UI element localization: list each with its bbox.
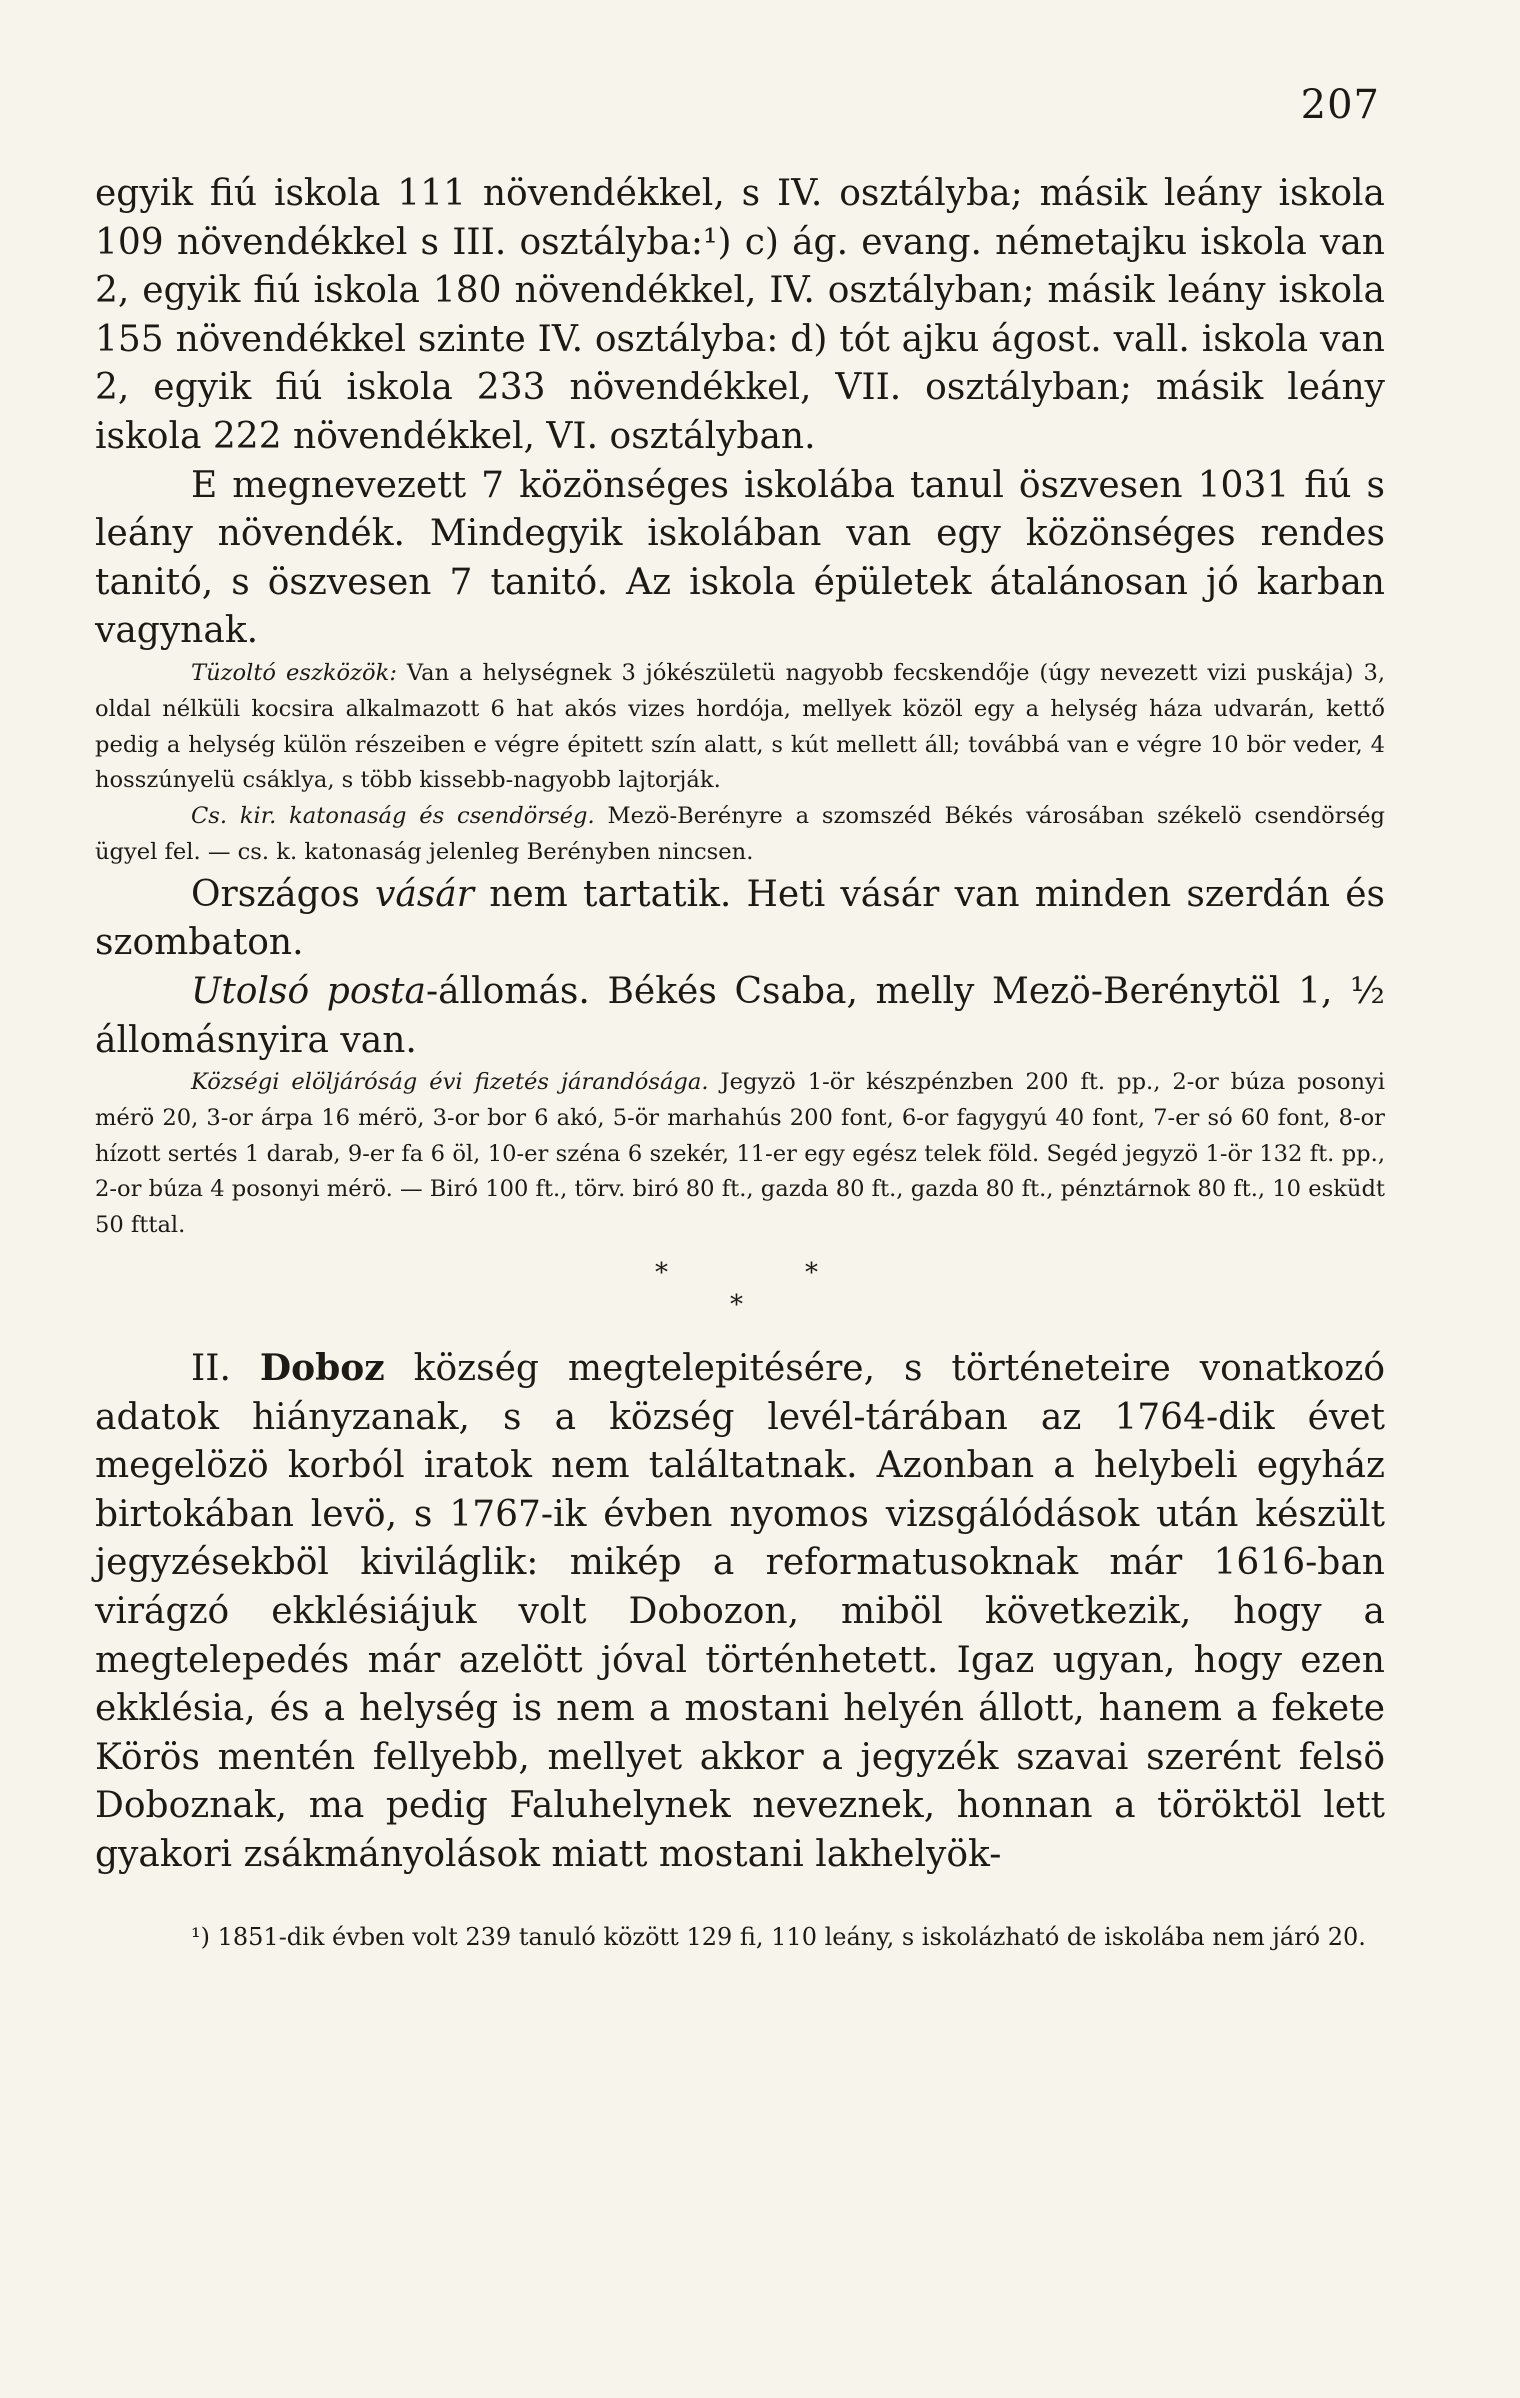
section-divider-stars [95, 1248, 1385, 1334]
salaries-label: Községi elöljáróság évi fizetés járandósága. [191, 1069, 709, 1096]
paragraph-market [95, 871, 1385, 968]
star-left: * [655, 1258, 668, 1289]
fire-equipment-text: Van a helységnek 3 jókészületü nagyobb fecskendője (úgy nevezett vizi puskája) 3, oldal nélküli kocsira alkalmazott 6 hat akós vizes hordója, mellyek közöl egy a helység háza udvarán, kettő pedig a helység külön részeiben e végre épitett szín alatt, s kút mellett áll; továbbá van e végre 10 bör veder, 4 hosszúnyelü csáklya, s több kissebb-nagyobb lajtorják. [95, 659, 1385, 794]
post-emphasis: Utolsó posta [191, 970, 426, 1012]
main-text [95, 170, 1385, 1954]
military-label: Cs. kir. katonaság és csendörség. [191, 803, 595, 830]
military-text: Mezö-Berényre a szomszéd Békés városában székelö csendörség ügyel fel. — cs. k. katonaság jelenleg Berényben nincsen. [95, 803, 1385, 865]
doboz-name: Doboz [259, 1347, 385, 1390]
doboz-text: község megtelepitésére, s történeteire vonatkozó adatok hiányzanak, s a község levél-tárában az 1764-dik évet megelözö korból iratok nem találtatnak. Azonban a helybeli egyház birtokában levö, s 1767-ik évben nyomos vizsgálódások után készült jegyzésekböl kiviláglik: mikép a reformatusoknak már 1616-ban virágzó ekklésiájuk volt Dobozon, miböl következik, hogy a megtelepedés már azelött jóval történhetett. Igaz ugyan, hogy ezen ekklésia, és a helység is nem a mostani helyén állott, hanem a fekete Körös mentén fellyebb, mellyet akkor a jegyzék szavai szerént felsö Doboznak, ma pedig Faluhelynek neveznek, honnan a töröktöl lett gyakori zsákmányolások miatt mostani lakhelyök- [95, 1348, 1386, 1876]
market-post: nem tartatik. Heti vásár van minden szerdán és szombaton. [95, 873, 1385, 964]
paragraph-pupils: E megnevezett 7 közönséges iskolába tanul öszvesen 1031 fiú s leány növendék. Mindegyik iskolában van egy közönséges rendes tanitó, s öszvesen 7 tanitó. Az iskola épületek átalánosan jó karban vagynak. [95, 464, 1385, 652]
post-text: -állomás. Békés Csaba, melly Mezö-Berénytöl 1, ½ állomásnyira van. [95, 970, 1385, 1061]
paragraph-fire-equipment [95, 656, 1385, 799]
paragraph-salaries [95, 1065, 1385, 1244]
paragraph-post [95, 968, 1385, 1065]
page-number: 207 [1300, 82, 1380, 128]
paragraph-schools: egyik fiú iskola 111 növendékkel, s IV. osztályba; másik leány iskola 109 növendékkel s III. osztályba:¹) c) ág. evang. németajku iskola van 2, egyik fiú iskola 180 növendékkel, IV. osztályban; másik leány iskola 155 növendékkel szinte IV. osztályba: d) tót ajku ágost. vall. iskola van 2, egyik fiú iskola 233 növendékkel, VII. osztályban; másik leány iskola 222 növendékkel, VI. osztályban. [95, 173, 1385, 457]
star-bottom: * [730, 1290, 743, 1321]
market-pre: Országos [191, 873, 376, 915]
paragraph-military [95, 799, 1385, 871]
market-emphasis: vásár [375, 873, 474, 915]
paragraph-doboz [95, 1344, 1385, 1880]
star-right: * [805, 1258, 818, 1289]
fire-equipment-label: Tüzoltó eszközök: [191, 659, 397, 686]
salaries-text: Jegyzö 1-ör készpénzben 200 ft. pp., 2-or búza posonyi mérö 20, 3-or árpa 16 mérö, 3-or bor 6 akó, 5-ör marhahús 200 font, 6-or fagygyú 40 font, 7-er só 60 font, 8-or hízott sertés 1 darab, 9-er fa 6 öl, 10-er széna 6 szekér, 11-er egy egész telek föld. Segéd jegyzö 1-ör 132 ft. pp., 2-or búza 4 posonyi mérö. — Biró 100 ft., törv. biró 80 ft., gazda 80 ft., gazda 80 ft., pénztárnok 80 ft., 10 esküdt 50 fttal. [95, 1069, 1385, 1239]
footnote: ¹) 1851-dik évben volt 239 tanuló között 129 fi, 110 leány, s iskolázható de iskolába nem járó 20. [191, 1922, 1366, 1951]
doboz-pre: II. [191, 1348, 260, 1390]
